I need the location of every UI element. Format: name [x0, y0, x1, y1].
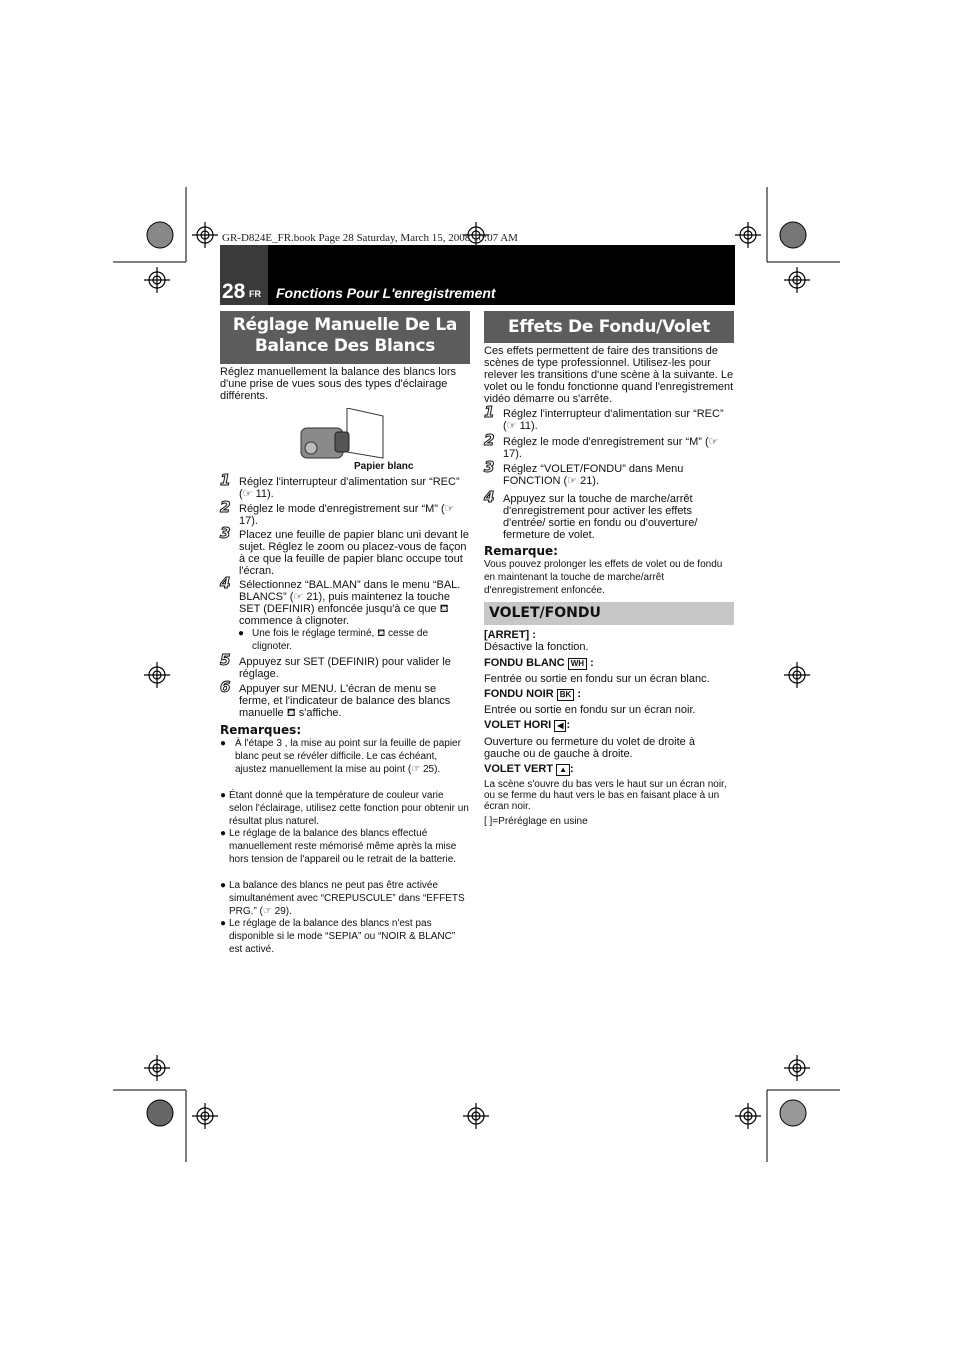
- page-number: 28: [222, 280, 246, 303]
- file-header: GR-D824E_FR.book Page 28 Saturday, March 15, 2008 10:07 AM: [222, 232, 518, 244]
- bullet-text: Une fois le réglage terminé, ⛾ cesse de clignoter.: [252, 628, 429, 652]
- step-text: Appuyez sur la touche de marche/arrêt d'enregistrement pour activer les effets d'entrée/ sortie en fondu ou d'ouverture/ fermeture de volet.: [503, 493, 698, 541]
- remark-text: Le réglage de la balance des blancs effectué manuellement reste mémorisé même après la mise hors tension de l'appareil ou le retrait de la batterie.: [229, 828, 457, 865]
- right-remark: Vous pouvez prolonger les effets de volet ou de fondu en maintenant la touche de marche/arrêt d'enregistrement enfoncée.: [484, 559, 723, 596]
- step-number: 1: [220, 471, 231, 489]
- option-volet-hori: VOLET HORI ◀ :: [484, 719, 571, 731]
- option-fondu-noir-desc: Entrée ou sortie en fondu sur un écran noir.: [484, 704, 696, 716]
- step-text: Appuyer sur MENU. L'écran de menu se ferme, et l'indicateur de balance des blancs manuelle ⛾ s'affiche.: [239, 683, 451, 719]
- section-title: Fonctions Pour L'enregistrement: [276, 285, 496, 301]
- option-label: FONDU BLANC: [484, 657, 565, 669]
- step-text: Réglez le mode d'enregistrement sur “M” (☞ 17).: [239, 503, 455, 527]
- option-arret-desc: Désactive la fonction.: [484, 641, 589, 653]
- step-text: Sélectionnez “BAL.MAN” dans le menu “BAL. BLANCS” (☞ 21), puis maintenez la touche SET (DEFINIR) enfoncée jusqu'à ce que ⛾ commence à clignoter.: [239, 579, 461, 627]
- option-fondu-noir: FONDU NOIR BK :: [484, 688, 582, 700]
- remark-text: Étant donné que la température de couleur varie selon l'éclairage, utilisez cette fonction pour obtenir un résultat plus naturel.: [229, 790, 469, 827]
- option-arret-label: [ARRET] :: [484, 629, 536, 641]
- page-language: FR: [249, 289, 261, 299]
- step-text: Placez une feuille de papier blanc uni devant le sujet. Réglez le zoom ou placez-vous de façon à ce que la feuille de papier blanc occupe tout l'écran.: [239, 529, 469, 577]
- wipe-horizontal-icon: ◀: [554, 720, 566, 732]
- step-number: 1: [484, 403, 495, 421]
- option-volet-vert-desc: La scène s'ouvre du bas vers le haut sur un écran noir, ou se ferme du haut vers le bas en faisant place à un écran noir.: [484, 779, 727, 812]
- step-number: 3: [484, 458, 495, 476]
- step-number: 4: [220, 574, 231, 592]
- step-number: 5: [220, 651, 231, 669]
- bullet-dot: ●: [220, 880, 227, 891]
- step-text: Réglez l'interrupteur d'alimentation sur “REC” (☞ 11).: [503, 408, 724, 432]
- step-text: Réglez le mode d'enregistrement sur “M” (☞ 17).: [503, 436, 719, 460]
- remark-text: Le réglage de la balance des blancs n'est pas disponible si le mode “SEPIA” ou “NOIR & BLANC” est activé.: [229, 918, 456, 955]
- bullet-dot: ●: [220, 790, 227, 801]
- bullet-dot: ●: [220, 738, 227, 749]
- remark-text: À l'étape 3 , la mise au point sur la feuille de papier blanc peut se révéler difficile. Le cas échéant, ajustez manuellement la mise au point (☞ 25).: [235, 738, 461, 775]
- fade-white-icon: WH: [568, 658, 587, 670]
- page-header-bar: [220, 245, 735, 305]
- option-label: FONDU NOIR: [484, 688, 554, 700]
- left-intro: Réglez manuellement la balance des blancs lors d'une prise de vues sous des types d'éclairage différents.: [220, 366, 457, 402]
- option-volet-hori-desc: Ouverture ou fermeture du volet de droite à gauche ou de gauche à droite.: [484, 736, 695, 760]
- right-intro: Ces effets permettent de faire des transitions de scènes de type professionnel. Utilisez-les pour relever les transitions d'une scène à la suivante. Le volet ou le fondu fonctionne quand l'enregistrement vidéo démarre ou s'arrête.: [484, 345, 734, 405]
- bullet-dot: ●: [220, 828, 227, 839]
- right-remark-title: Remarque:: [484, 544, 558, 558]
- volet-fondu-subtitle: VOLET/FONDU: [484, 602, 734, 625]
- factory-preset-footnote: [ ]=Préréglage en usine: [484, 816, 588, 827]
- option-volet-vert: VOLET VERT ▲ :: [484, 763, 574, 775]
- step-number: 2: [220, 498, 231, 516]
- remark-text: La balance des blancs ne peut pas être activée simultanément avec “CREPUSCULE” dans “EFFETS PRG.” (☞ 29).: [229, 880, 465, 917]
- left-remarks-title: Remarques:: [220, 723, 302, 737]
- step-text: Réglez “VOLET/FONDU” dans Menu FONCTION (☞ 21).: [503, 463, 684, 487]
- wipe-vertical-icon: ▲: [556, 764, 570, 776]
- step-text: Réglez l'interrupteur d'alimentation sur “REC” (☞ 11).: [239, 476, 460, 500]
- bullet-dot: ●: [220, 918, 227, 929]
- bullet-dot: ●: [238, 628, 245, 639]
- step-number: 2: [484, 431, 495, 449]
- step-number: 3: [220, 524, 231, 542]
- step-number: 4: [484, 488, 495, 506]
- step-number: 6: [220, 678, 231, 696]
- option-label: VOLET VERT: [484, 763, 554, 775]
- right-title: Effets De Fondu/Volet: [484, 311, 734, 343]
- left-title: Réglage Manuelle De La Balance Des Blancs: [220, 311, 470, 364]
- camcorder-illustration: [295, 408, 385, 466]
- option-fondu-blanc: FONDU BLANC WH :: [484, 657, 594, 669]
- figure-label: Papier blanc: [354, 461, 414, 472]
- option-label: VOLET HORI: [484, 719, 552, 731]
- option-fondu-blanc-desc: Fentrée ou sortie en fondu sur un écran blanc.: [484, 673, 710, 685]
- fade-black-icon: BK: [557, 689, 575, 701]
- step-text: Appuyez sur SET (DEFINIR) pour valider le réglage.: [239, 656, 451, 680]
